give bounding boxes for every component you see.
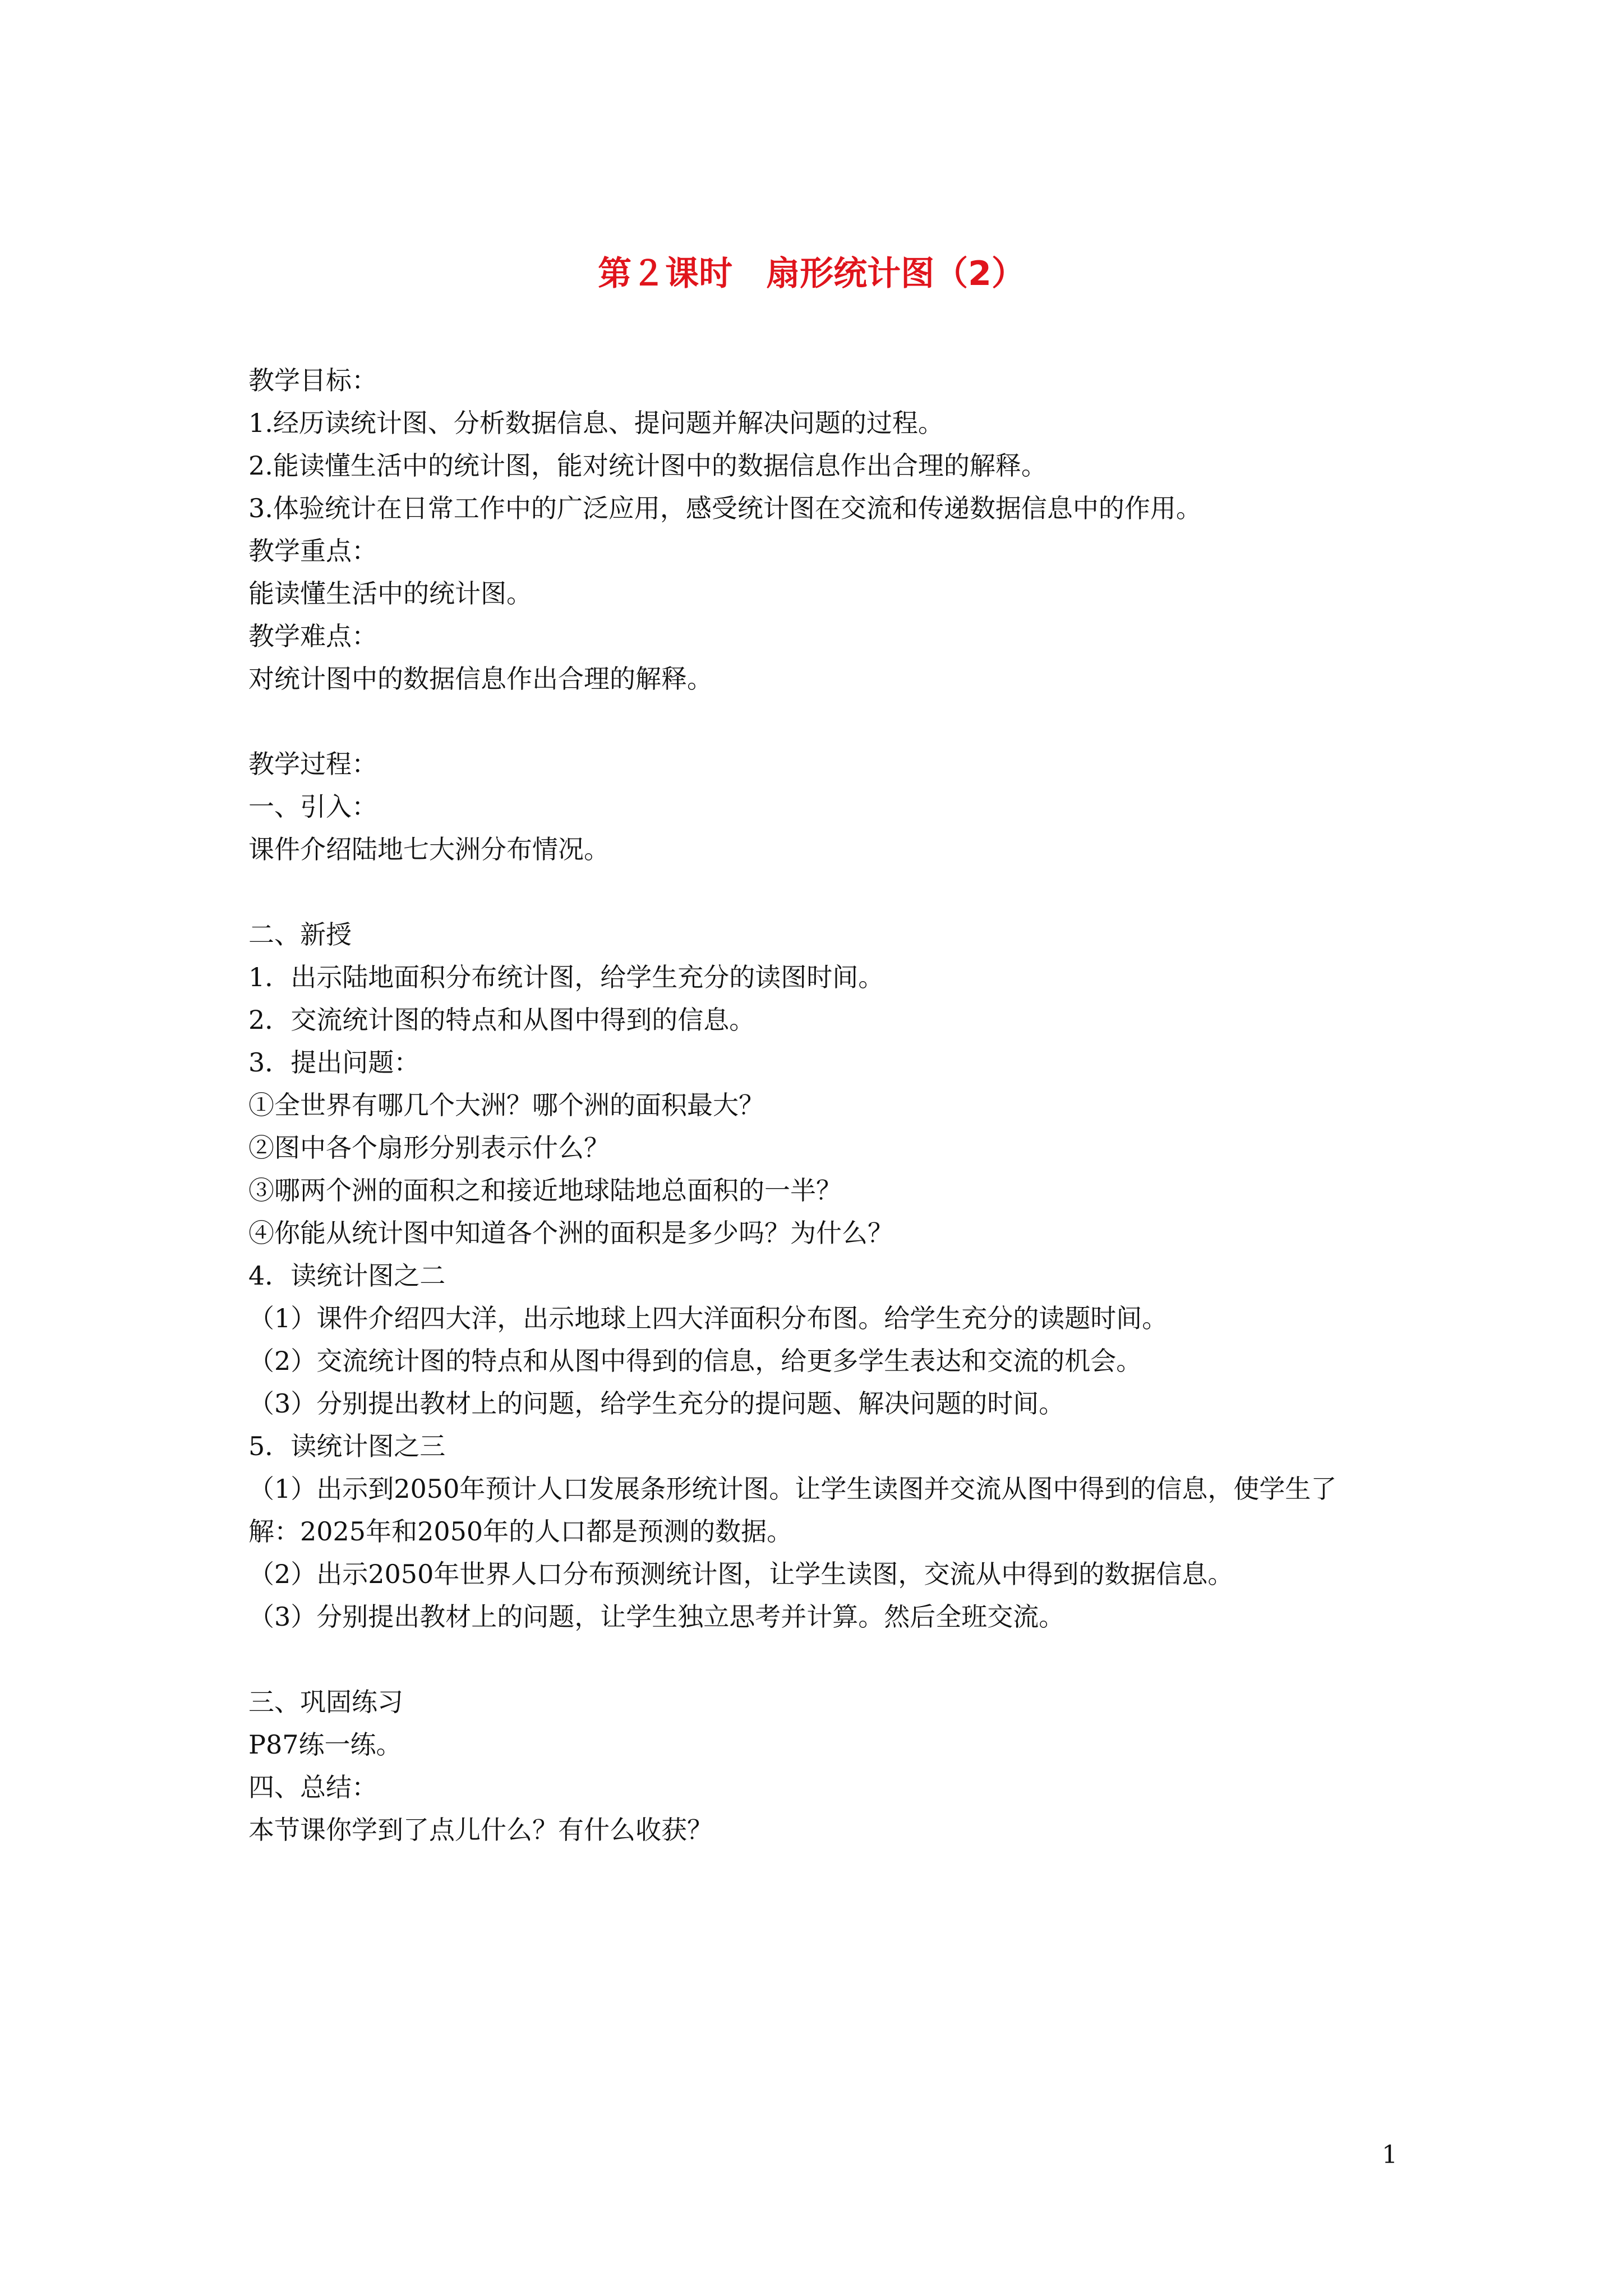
- item-5-sub-1: （1）出示到2050年预计人口发展条形统计图。让学生读图并交流从图中得到的信息，使学生了解：2025年和2050年的人口都是预测的数据。: [248, 1474, 1337, 1547]
- question-3: ③哪两个洲的面积之和接近地球陆地总面积的一半？: [248, 1175, 842, 1205]
- summary-text: 本节课你学到了点儿什么？有什么收获？: [248, 1815, 713, 1845]
- question-1: ①全世界有哪几个大洲？哪个洲的面积最大？: [248, 1090, 764, 1120]
- objective-item-1: 1.经历读统计图、分析数据信息、提问题并解决问题的过程。: [248, 408, 944, 438]
- new-lesson-item-5: 5．读统计图之三: [248, 1431, 446, 1461]
- step-heading-practice: 三、巩固练习: [248, 1687, 403, 1717]
- section-heading-difficulty: 教学难点：: [248, 621, 377, 651]
- intro-text: 课件介绍陆地七大洲分布情况。: [248, 834, 610, 864]
- objective-item-2: 2.能读懂生活中的统计图，能对统计图中的数据信息作出合理的解释。: [248, 450, 1047, 481]
- section-heading-objectives: 教学目标：: [248, 365, 377, 395]
- item-5-sub-3: （3）分别提出教材上的问题，让学生独立思考并计算。然后全班交流。: [248, 1602, 1065, 1632]
- new-lesson-item-4: 4．读统计图之二: [248, 1260, 446, 1291]
- key-point-text: 能读懂生活中的统计图。: [248, 578, 532, 609]
- section-heading-key-point: 教学重点：: [248, 536, 377, 566]
- item-4-sub-1: （1）课件介绍四大洋，出示地球上四大洋面积分布图。给学生充分的读题时间。: [248, 1303, 1168, 1333]
- item-4-sub-3: （3）分别提出教材上的问题，给学生充分的提问题、解决问题的时间。: [248, 1388, 1065, 1419]
- step-heading-intro: 一、引入：: [248, 792, 377, 822]
- step-heading-new-lesson: 二、新授: [248, 919, 352, 950]
- section-heading-process: 教学过程：: [248, 749, 377, 779]
- document-title: 第２课时 扇形统计图（2）: [598, 254, 1025, 293]
- item-5-sub-2: （2）出示2050年世界人口分布预测统计图，让学生读图，交流从中得到的数据信息。: [248, 1559, 1234, 1589]
- new-lesson-item-1: 1．出示陆地面积分布统计图，给学生充分的读图时间。: [248, 962, 884, 992]
- objective-item-3: 3.体验统计在日常工作中的广泛应用，感受统计图在交流和传递数据信息中的作用。: [248, 493, 1202, 523]
- practice-text: P87练一练。: [248, 1729, 402, 1760]
- document-body: [248, 359, 1381, 1851]
- question-2: ②图中各个扇形分别表示什么？: [248, 1133, 610, 1163]
- question-4: ④你能从统计图中知道各个洲的面积是多少吗？为什么？: [248, 1218, 893, 1248]
- page-number: 1: [1382, 2141, 1398, 2169]
- difficulty-text: 对统计图中的数据信息作出合理的解释。: [248, 664, 713, 694]
- step-heading-summary: 四、总结：: [248, 1772, 377, 1802]
- item-4-sub-2: （2）交流统计图的特点和从图中得到的信息，给更多学生表达和交流的机会。: [248, 1346, 1142, 1376]
- new-lesson-item-2: 2．交流统计图的特点和从图中得到的信息。: [248, 1005, 755, 1035]
- new-lesson-item-3: 3．提出问题：: [248, 1047, 420, 1078]
